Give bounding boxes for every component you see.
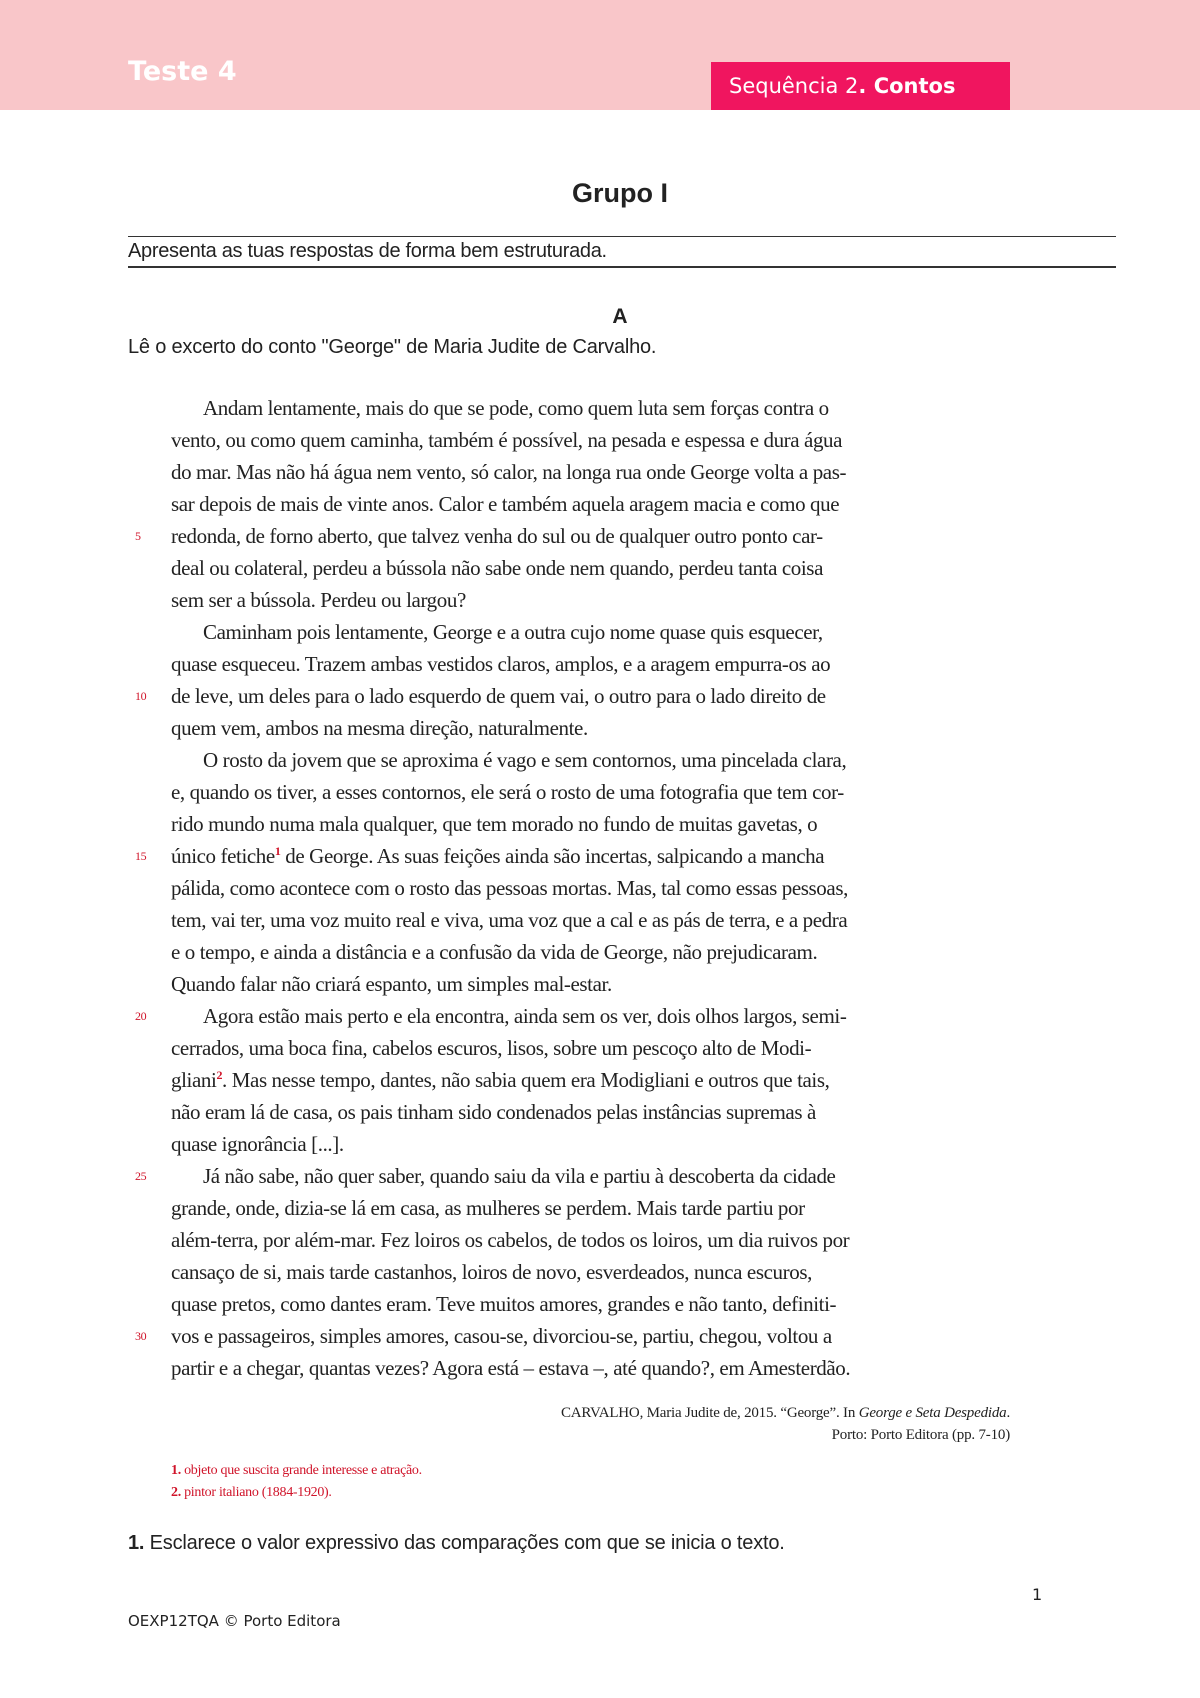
line-text: de leve, um deles para o lado esquerdo de quem vai, o outro para o lado direito de [171,684,826,708]
text-line [171,1032,1001,1064]
citation-prefix: CARVALHO, Maria Judite de, 2015. “George”. In [560,1405,859,1421]
footnote-2 [171,1482,422,1504]
section-letter: A [612,305,628,328]
line-text: Caminham pois lentamente, George e a outra cujo nome quase quis esquecer, [203,620,823,644]
line-text: deal ou colateral, perdeu a bússola não sabe onde nem quando, perdeu tanta coisa [171,556,823,580]
footnote-marker: 1 [274,844,281,858]
citation-book: George e Seta Despedida [858,1405,1007,1421]
line-text: pálida, como acontece com o rosto das pessoas mortas. Mas, tal como essas pessoas, [171,876,848,900]
sequence-suffix: . Contos [858,74,956,98]
line-number: 10 [135,689,147,703]
instructions-text: Apresenta as tuas respostas de forma bem estruturada. [128,240,607,262]
text-line [171,808,1001,840]
line-text: e o tempo, e ainda a distância e a confusão da vida de George, não prejudicaram. [171,940,818,964]
intro-text: Lê o excerto do conto "George" de Maria Judite de Carvalho. [128,336,657,358]
line-number: 15 [135,849,147,863]
text-line [171,1352,1001,1384]
line-number: 25 [135,1169,147,1183]
line-text: e, quando os tiver, a esses contornos, ele será o rosto de uma fotografia que tem cor- [171,780,844,804]
footer-code: OEXP12TQA © Porto Editora [128,1612,341,1630]
text-line [135,1000,1001,1032]
instructions-box [128,236,1116,268]
line-text: Quando falar não criará espanto, um simples mal-estar. [171,972,612,996]
line-text: quem vem, ambos na mesma direção, naturalmente. [171,716,588,740]
test-title: Teste 4 [128,56,237,87]
line-text: quase ignorância [...]. [171,1132,344,1156]
header-band [0,0,1200,110]
text-line [171,872,1001,904]
text-line [135,840,1001,872]
text-line [135,1160,1001,1192]
footnotes [171,1460,422,1504]
page-number: 1 [1032,1585,1043,1604]
text-line [171,904,1001,936]
text-line [171,552,1001,584]
text-line [171,744,1001,776]
line-text: rido mundo numa mala qualquer, que tem morado no fundo de muitas gavetas, o [171,812,818,836]
sequence-text [729,74,955,98]
line-text: sem ser a bússola. Perdeu ou largou? [171,588,466,612]
text-line [171,936,1001,968]
text-line [171,616,1001,648]
text-line [171,1128,1001,1160]
text-line [171,1064,1001,1096]
line-text: O rosto da jovem que se aproxima é vago e sem contornos, uma pincelada clara, [203,748,847,772]
line-text: único fetiche [171,844,275,868]
sequence-label: Sequência 2 [729,74,859,98]
citation-suffix: . [1006,1405,1010,1421]
line-text: cerrados, uma boca fina, cabelos escuros, lisos, sobre um pescoço alto de Modi- [171,1036,812,1060]
line-text: vento, ou como quem caminha, também é possível, na pesada e espessa e dura água [171,428,843,452]
line-text: redonda, de forno aberto, que talvez venha do sul ou de qualquer outro ponto car- [171,524,823,548]
group-title: Grupo I [572,178,668,208]
line-text: tem, vai ter, uma voz muito real e viva, uma voz que a cal e as pás de terra, e a pedra [171,908,848,932]
text-line [171,1096,1001,1128]
line-text: grande, onde, dizia-se lá em casa, as mulheres se perdem. Mais tarde partiu por [171,1196,805,1220]
citation-line-1 [561,1402,1010,1424]
line-number: 20 [135,1009,147,1023]
citation-line-2: Porto: Porto Editora (pp. 7-10) [831,1427,1010,1443]
line-text-continued: . Mas nesse tempo, dantes, não sabia quem era Modigliani e outros que tais, [222,1068,830,1092]
line-number: 5 [135,529,141,543]
footnote-2-text: pintor italiano (1884-1920). [180,1485,332,1500]
question-1-num: 1. [128,1532,145,1554]
line-text: quase pretos, como dantes eram. Teve muitos amores, grandes e não tanto, definiti- [171,1292,837,1316]
footnote-marker: 2 [216,1068,223,1082]
text-line [171,712,1001,744]
text-line [135,680,1001,712]
line-text: Agora estão mais perto e ela encontra, ainda sem os ver, dois olhos largos, semi- [203,1004,847,1028]
text-line [171,1256,1001,1288]
line-text: partir e a chegar, quantas vezes? Agora está – estava –, até quando?, em Amesterdão. [171,1356,851,1380]
footnote-2-num: 2. [171,1485,181,1500]
line-text: gliani [171,1068,217,1092]
text-line [171,1224,1001,1256]
line-text: do mar. Mas não há água nem vento, só calor, na longa rua onde George volta a pas- [171,460,847,484]
text-line [171,424,1001,456]
line-text: não eram lá de casa, os pais tinham sido condenados pelas instâncias supremas à [171,1100,816,1124]
text-line [171,1288,1001,1320]
line-number: 30 [135,1329,147,1343]
line-text-continued: de George. As suas feições ainda são incertas, salpicando a mancha [280,844,825,868]
line-text: cansaço de si, mais tarde castanhos, loiros de novo, esverdeados, nunca escuros, [171,1260,812,1284]
footnote-1 [171,1460,422,1482]
question-1 [128,1532,785,1555]
text-line [171,968,1001,1000]
line-text: quase esqueceu. Trazem ambas vestidos claros, amplos, e a aragem empurra-os ao [171,652,831,676]
text-line [171,392,1001,424]
text-line [135,520,1001,552]
question-1-text: Esclarece o valor expressivo das comparações com que se inicia o texto. [144,1532,785,1554]
sequence-badge [711,62,1010,110]
text-line [171,584,1001,616]
text-line [171,1192,1001,1224]
footnote-1-text: objeto que suscita grande interesse e atração. [180,1463,422,1478]
footnote-1-num: 1. [171,1463,181,1478]
text-line [135,1320,1001,1352]
line-text: vos e passageiros, simples amores, casou-se, divorciou-se, partiu, chegou, voltou a [171,1324,832,1348]
line-text: sar depois de mais de vinte anos. Calor e também aquela aragem macia e como que [171,492,840,516]
line-text: além-terra, por além-mar. Fez loiros os cabelos, de todos os loiros, um dia ruivos por [171,1228,850,1252]
line-text: Já não sabe, não quer saber, quando saiu da vila e partiu à descoberta da cidade [203,1164,836,1188]
story-excerpt [135,392,1001,1384]
text-line [171,456,1001,488]
citation [561,1402,1010,1446]
line-text: Andam lentamente, mais do que se pode, como quem luta sem forças contra o [203,396,829,420]
text-line [171,488,1001,520]
text-line [171,648,1001,680]
text-line [171,776,1001,808]
